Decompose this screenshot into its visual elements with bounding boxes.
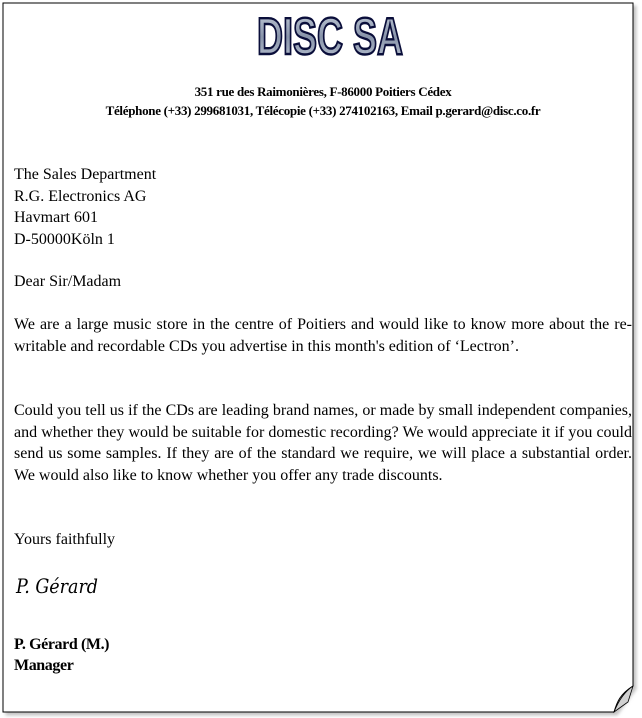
- recipient-line: Havmart 601: [14, 209, 98, 226]
- closing: Yours faithfully: [14, 531, 116, 548]
- recipient-line: D-50000Köln 1: [14, 230, 115, 248]
- handwritten-signature: [14, 568, 114, 604]
- letterhead-address: 351 rue des Raimonières, F-86000 Poitiers Cédex: [194, 84, 452, 99]
- recipient-address: [14, 164, 632, 250]
- body-paragraph-2: Could you tell us if the CDs are leading brand names, or made by small independent companies, and whether they would be suitable for domestic recording? We would appreciate it if you could send us some samples. If they are of the standard we require, we will place a substantial order. We would also like to know whether you offer any trade discounts.: [14, 402, 632, 484]
- signatory-title: Manager: [14, 657, 74, 674]
- company-logo: [250, 6, 410, 66]
- recipient-line: The Sales Department: [14, 166, 157, 183]
- salutation: Dear Sir/Madam: [14, 273, 122, 290]
- recipient-line: R.G. Electronics AG: [14, 187, 147, 205]
- logo-text: DISC SA: [257, 8, 403, 66]
- letterhead-contact: Téléphone (+33) 299681031, Télécopie (+33) 274102163, Email p.gerard@disc.co.fr: [105, 103, 541, 118]
- body-paragraph-1: We are a large music store in the centre of Poitiers and would like to know more about the re-writable and recordable CDs you advertise in this month's edition of ‘Lectron’.: [14, 316, 632, 355]
- svg-text:P. Gérard: P. Gérard: [15, 574, 98, 598]
- letter-page: [2, 2, 634, 712]
- signatory-name: P. Gérard (M.): [14, 636, 110, 653]
